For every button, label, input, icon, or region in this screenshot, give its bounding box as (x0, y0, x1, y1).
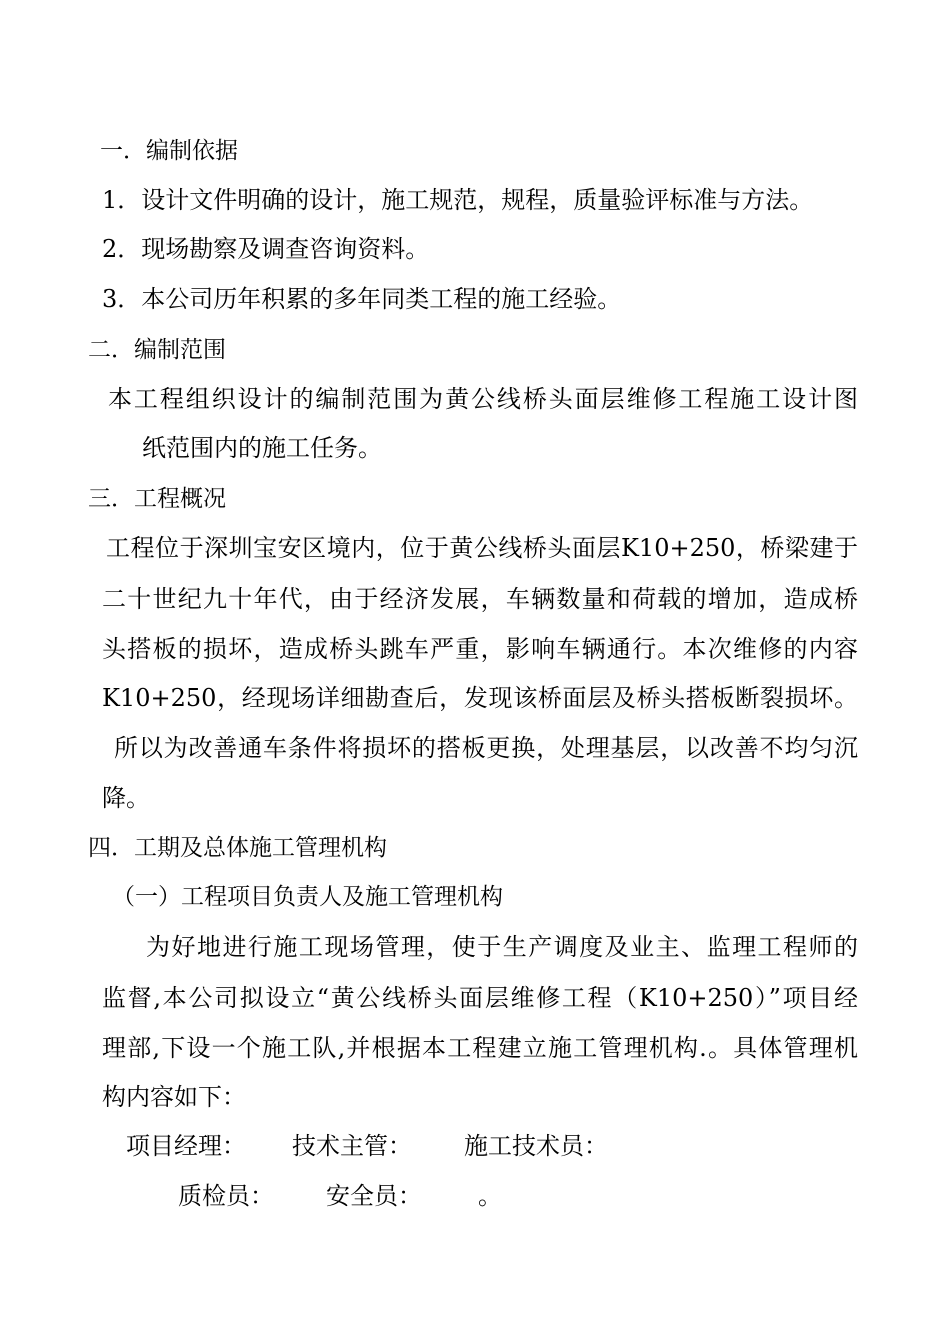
overview-line-5: 所以为改善通车条件将损坏的搭板更换，处理基层，以改善不均匀沉 (114, 734, 858, 762)
management-line-4: 构内容如下： (102, 1083, 246, 1111)
overview-line-4: K10+250，经现场详细勘查后，发现该桥面层及桥头搭板断裂损坏。 (102, 684, 858, 712)
role-quality-inspector: 质检员： (178, 1182, 274, 1210)
roles-end-mark: 。 (478, 1182, 502, 1210)
scope-line-2: 纸范围内的施工任务。 (142, 434, 382, 462)
management-line-2: 监督,本公司拟设立“黄公线桥头面层维修工程（K10+250）”项目经 (102, 984, 858, 1012)
role-project-manager: 项目经理： (126, 1132, 246, 1160)
overview-line-1: 工程位于深圳宝安区境内，位于黄公线桥头面层K10+250，桥梁建于 (106, 534, 858, 562)
section-heading-scope: 二．编制范围 (88, 337, 226, 363)
overview-line-2: 二十世纪九十年代，由于经济发展，车辆数量和荷载的增加，造成桥 (102, 585, 858, 613)
scope-line-1: 本工程组织设计的编制范围为黄公线桥头面层维修工程施工设计图 (108, 385, 858, 413)
basis-item-2: 2．现场勘察及调查咨询资料。 (102, 235, 430, 263)
overview-line-3: 头搭板的损坏，造成桥头跳车严重，影响车辆通行。本次维修的内容 (102, 635, 858, 663)
section-heading-management: 四．工期及总体施工管理机构 (88, 835, 387, 861)
role-construction-technician: 施工技术员： (464, 1132, 608, 1160)
role-safety-officer: 安全员： (326, 1182, 422, 1210)
management-line-3: 理部,下设一个施工队,并根据本工程建立施工管理机构.。具体管理机 (102, 1034, 858, 1062)
section-heading-overview: 三．工程概况 (88, 486, 226, 512)
role-technical-supervisor: 技术主管： (292, 1132, 412, 1160)
section-heading-basis: 一．编制依据 (100, 138, 238, 164)
basis-item-3: 3．本公司历年积累的多年同类工程的施工经验。 (102, 285, 622, 313)
subsection-heading-organization: （一）工程项目负责人及施工管理机构 (112, 884, 503, 910)
basis-item-1: 1．设计文件明确的设计，施工规范，规程，质量验评标准与方法。 (102, 186, 814, 214)
overview-line-6: 降。 (102, 784, 150, 812)
management-line-1: 为好地进行施工现场管理，使于生产调度及业主、监理工程师的 (146, 933, 858, 961)
